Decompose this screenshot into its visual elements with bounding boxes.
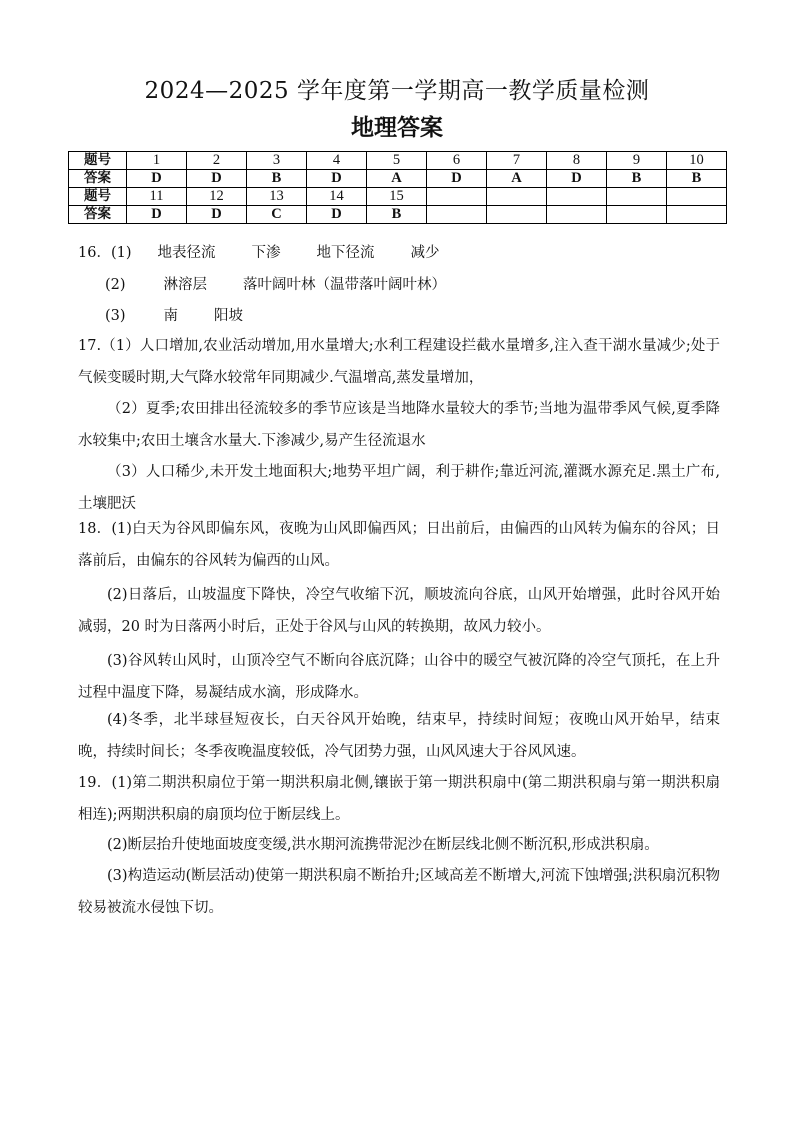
answer-cell: D	[427, 170, 487, 188]
subject-title: 地理答案	[351, 114, 443, 141]
answer-cell	[427, 206, 487, 224]
q16-answer: 下渗	[251, 245, 281, 261]
q18-part3: (3)谷风转山风时，山顶冷空气不断向谷底沉降；山谷中的暖空气被沉降的冷空气顶托，在上升过程中温度下降，易凝结成水滴，形成降水。	[78, 653, 720, 701]
q18-part1: 18．(1)白天为谷风即偏东风，夜晚为山风即偏西风；日出前后，由偏西的山风转为偏东的谷风；日落前后，由偏东的谷风转为偏西的山风。	[78, 521, 720, 569]
q16-label: 16．(1)	[78, 245, 132, 261]
q16-answer: 减少	[410, 245, 440, 261]
q16-answer: 南	[163, 308, 179, 324]
answer-cell: B	[247, 170, 307, 188]
answer-table	[68, 151, 727, 224]
table-row	[69, 188, 727, 206]
q16-answer: 落叶阔叶林（温带落叶阔叶林）	[243, 277, 447, 293]
question-number	[487, 188, 547, 206]
question-number	[607, 188, 667, 206]
answer-cell: A	[487, 170, 547, 188]
q19-part1: 19．(1)第二期洪积扇位于第一期洪积扇北侧,镶嵌于第一期洪积扇中(第二期洪积扇与第一期洪积扇相连);两期洪积扇的扇顶均位于断层线上。	[78, 775, 720, 823]
row-label: 答案	[69, 206, 127, 224]
answer-cell: D	[187, 206, 247, 224]
question-number: 8	[547, 152, 607, 170]
answer-cell	[547, 206, 607, 224]
answer-cell: D	[187, 170, 247, 188]
q16-label: (3)	[105, 308, 126, 324]
question-number: 14	[307, 188, 367, 206]
table-row	[69, 170, 727, 188]
answer-cell: D	[127, 206, 187, 224]
q16-part3	[105, 306, 243, 326]
question-number	[667, 188, 727, 206]
answer-cell: D	[307, 170, 367, 188]
answer-cell: C	[247, 206, 307, 224]
answer-cell: B	[667, 170, 727, 188]
table-row	[69, 152, 727, 170]
question-number: 2	[187, 152, 247, 170]
question-number: 11	[127, 188, 187, 206]
q17-part1: 17.（1）人口增加,农业活动增加,用水量增大;水利工程建设拦截水量增多,注入查干湖水量减少;处于气候变暖时期,大气降水较常年同期减少.气温增高,蒸发量增加，	[78, 338, 720, 386]
q16-answer: 地下径流	[316, 245, 375, 261]
row-label: 答案	[69, 170, 127, 188]
question-number: 6	[427, 152, 487, 170]
page-title: 2024—2025 学年度第一学期高一教学质量检测	[144, 78, 650, 104]
question-number: 7	[487, 152, 547, 170]
question-number	[547, 188, 607, 206]
question-number: 1	[127, 152, 187, 170]
answer-cell: B	[607, 170, 667, 188]
answer-cell: D	[547, 170, 607, 188]
answer-cell	[667, 206, 727, 224]
question-number: 10	[667, 152, 727, 170]
question-number: 13	[247, 188, 307, 206]
question-number: 15	[367, 188, 427, 206]
q18-part2: (2)日落后，山坡温度下降快，冷空气收缩下沉，顺坡流向谷底，山风开始增强，此时谷风开始减弱，20 时为日落两小时后，正处于谷风与山风的转换期，故风力较小。	[78, 587, 720, 635]
q16-part2	[105, 275, 446, 295]
q16-answer: 淋溶层	[163, 277, 208, 293]
row-label: 题号	[69, 188, 127, 206]
q18-part4: (4)冬季，北半球昼短夜长，白天谷风开始晚，结束早，持续时间短；夜晚山风开始早，结束晚，持续时间长；冬季夜晚温度较低，冷气团势力强，山风风速大于谷风风速。	[78, 712, 720, 760]
q16-answer: 阳坡	[214, 308, 244, 324]
q16-part1	[78, 243, 440, 263]
answer-cell	[607, 206, 667, 224]
question-number	[427, 188, 487, 206]
question-number: 5	[367, 152, 427, 170]
question-number: 4	[307, 152, 367, 170]
question-number: 3	[247, 152, 307, 170]
answer-cell: D	[307, 206, 367, 224]
q17-part2: （2）夏季;农田排出径流较多的季节应该是当地降水量较大的季节;当地为温带季风气候,夏季降水较集中;农田土壤含水量大.下渗减少,易产生径流退水	[78, 401, 720, 449]
answer-cell: D	[127, 170, 187, 188]
answer-cell: B	[367, 206, 427, 224]
q19-part2: (2)断层抬升使地面坡度变缓,洪水期河流携带泥沙在断层线北侧不断沉积,形成洪积扇。	[107, 837, 659, 853]
q19-part3: (3)构造运动(断层活动)使第一期洪积扇不断抬升;区域高差不断增大,河流下蚀增强;洪积扇沉积物较易被流水侵蚀下切。	[78, 868, 720, 916]
q16-label: (2)	[105, 277, 126, 293]
table-row	[69, 206, 727, 224]
q17-part3: （3）人口稀少,未开发土地面积大;地势平坦广阔，利于耕作;靠近河流,灌溉水源充足.黑土广布,土壤肥沃	[78, 464, 720, 512]
answer-cell: A	[367, 170, 427, 188]
row-label: 题号	[69, 152, 127, 170]
question-number: 12	[187, 188, 247, 206]
q16-answer: 地表径流	[157, 245, 216, 261]
answer-cell	[487, 206, 547, 224]
question-number: 9	[607, 152, 667, 170]
